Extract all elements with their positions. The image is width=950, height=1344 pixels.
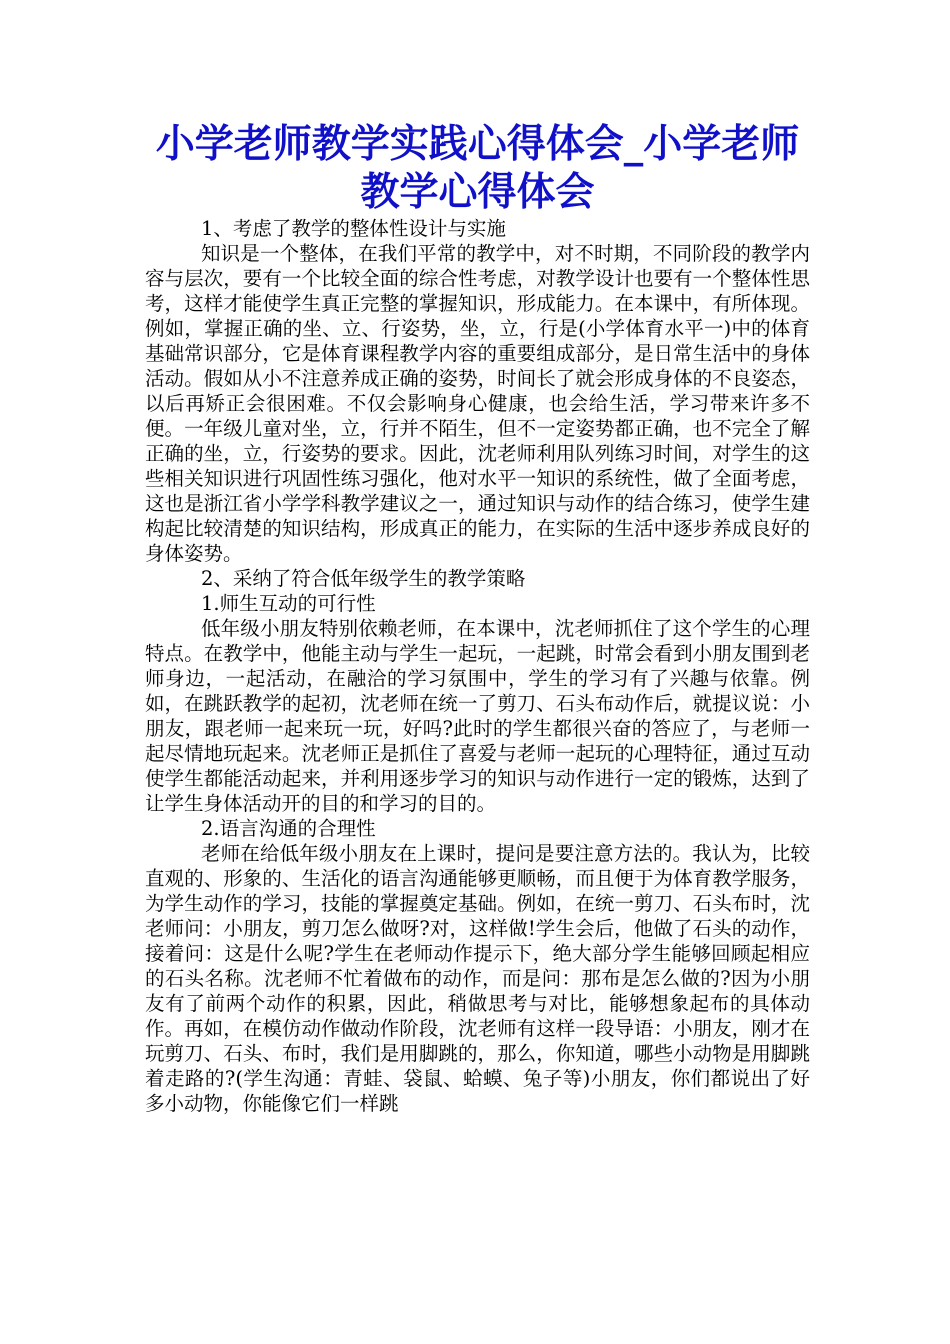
subheading-language: 2.语言沟通的合理性 — [201, 817, 376, 840]
section-heading-1: 1、考虑了教学的整体性设计与实施 — [201, 217, 506, 240]
document-page — [145, 120, 810, 1116]
subheading-interaction: 1.师生互动的可行性 — [201, 592, 376, 615]
section-paragraph-language: 老师在给低年级小朋友在上课时，提问是要注意方法的。我认为，比较直观的、形象的、生活化的语言沟通能够更顺畅，而且便于为体育教学服务，为学生动作的学习，技能的掌握奠定基础。例如，在统一剪刀、石头布时，沈老师问：小朋友，剪刀怎么做呀?对，这样做!学生会后，他做了石头的动作，接着问：这是什么呢?学生在老师动作提示下，绝大部分学生能够回顾起相应的石头名称。沈老师不忙着做布的动作，而是问：那布是怎么做的?因为小朋友有了前两个动作的积累，因此，稍做思考与对比，能够想象起布的具体动作。再如，在模仿动作做动作阶段，沈老师有这样一段导语：小朋友，刚才在玩剪刀、石头、布时，我们是用脚跳的，那么，你知道，哪些小动物是用脚跳着走路的?(学生沟通：青蛙、袋鼠、蛤蟆、兔子等)小朋友，你们都说出了好多小动物，你能像它们一样跳 — [145, 842, 810, 1115]
document-title: 小学老师教学实践心得体会_小学老师教学心得体会 — [155, 121, 800, 215]
section-paragraph-1: 知识是一个整体，在我们平常的教学中，对不时期，不同阶段的教学内容与层次，要有一个比较全面的综合性考虑，对教学设计也要有一个整体性思考，这样才能使学生真正完整的掌握知识，形成能力。在本课中，有所体现。例如，掌握正确的坐、立、行姿势，坐，立，行是(小学体育水平一)中的体育基础常识部分，它是体育课程教学内容的重要组成部分，是日常生活中的身体活动。假如从小不注意养成正确的姿势，时间长了就会形成身体的不良姿态，以后再矫正会很困难。不仅会影响身心健康，也会给生活，学习带来许多不便。一年级儿童对坐，立，行并不陌生，但不一定姿势都正确，也不完全了解正确的坐，立，行姿势的要求。因此，沈老师利用队列练习时间，对学生的这些相关知识进行巩固性练习强化，他对水平一知识的系统性，做了全面考虑，这也是浙江省小学学科教学建议之一，通过知识与动作的结合练习，使学生建构起比较清楚的知识结构，形成真正的能力，在实际的生活中逐步养成良好的身体姿势。 — [145, 242, 810, 565]
section-heading-2: 2、采纳了符合低年级学生的教学策略 — [201, 567, 526, 590]
section-paragraph-interaction: 低年级小朋友特别依赖老师，在本课中，沈老师抓住了这个学生的心理特点。在教学中，他能主动与学生一起玩，一起跳，时常会看到小朋友围到老师身边，一起活动，在融洽的学习氛围中，学生的学习有了兴趣与依靠。例如，在跳跃教学的起初，沈老师在统一了剪刀、石头布动作后，就提议说：小朋友，跟老师一起来玩一玩，好吗?此时的学生都很兴奋的答应了，与老师一起尽情地玩起来。沈老师正是抓住了喜爱与老师一起玩的心理特征，通过互动使学生都能活动起来，并利用逐步学习的知识与动作进行一定的锻炼，达到了让学生身体活动开的目的和学习的目的。 — [145, 617, 810, 815]
document-body — [145, 216, 810, 1116]
